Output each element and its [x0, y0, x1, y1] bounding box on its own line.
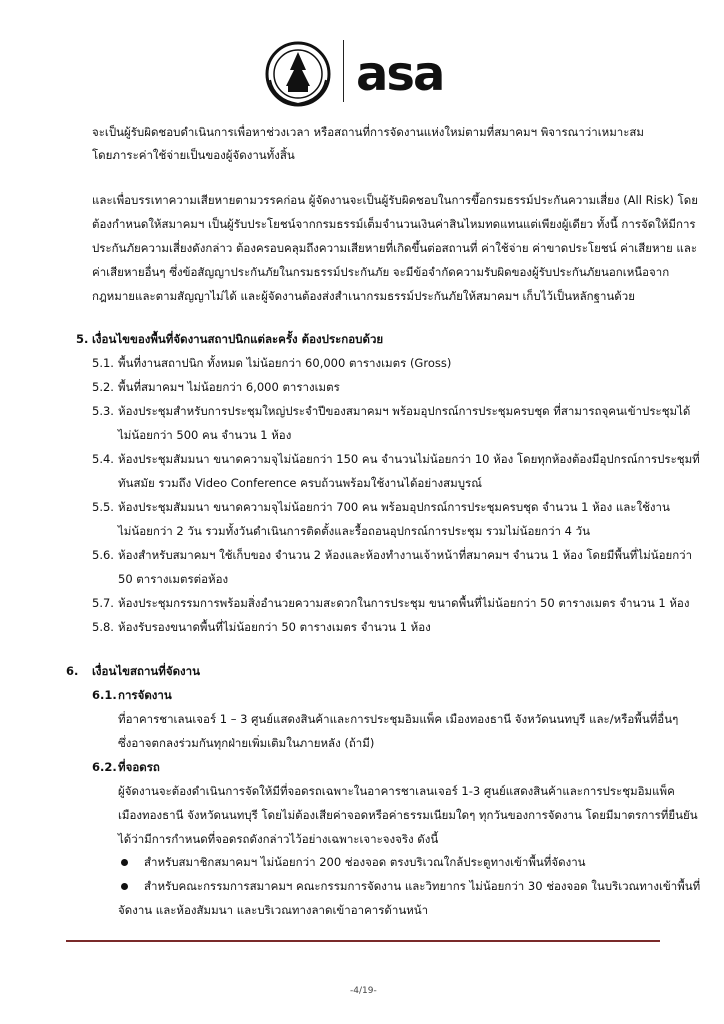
- para2-line-4: ค่าเสียหายอื่นๆ ซึ่งข้อสัญญาประกันภัยในกรมธรรม์ประกันภัย จะมีข้อจำกัดความรับผิดของผู้รับประกันภัยนอกเหนือจาก: [92, 265, 670, 279]
- item-5-3-num: 5.3.: [92, 404, 114, 418]
- header-logos: [258, 40, 478, 110]
- section5-number: 5.: [76, 332, 89, 346]
- sub-6-2-line-1: ผู้จัดงานจะต้องดำเนินการจัดให้มีที่จอดรถเฉพาะในอาคารชาเลนเจอร์ 1-3 ศูนย์แสดงสินค้าและการประชุมอิมแพ็ค: [118, 784, 675, 798]
- para2-line-1: และเพื่อบรรเทาความเสียหายตามวรรคก่อน ผู้จัดงานจะเป็นผู้รับผิดชอบในการขึ้อกรมธรรม์ประกันความเสี่ยง (All Risk) โดย: [92, 193, 698, 207]
- item-5-5-text-2: ไม่น้อยกว่า 2 วัน รวมทั้งวันดำเนินการติดตั้งและรื้อถอนอุปกรณ์การประชุม รวมไม่น้อยกว่า 4 วัน: [118, 524, 590, 538]
- sub-6-1-num: 6.1.: [92, 688, 117, 702]
- item-5-6-text-1: ห้องสำหรับสมาคมฯ ใช้เก็บของ จำนวน 2 ห้องและห้องทำงานเจ้าหน้าที่สมาคมฯ จำนวน 1 ห้อง โดยมีพื้นที่ไม่น้อยกว่า: [118, 548, 693, 562]
- sub-6-1-line-1: ที่อาคารชาเลนเจอร์ 1 – 3 ศูนย์แสดงสินค้าและการประชุมอิมแพ็ค เมืองทองธานี จังหวัดนนทบุรี และ/หรือพื้นที่อื่นๆ: [118, 712, 679, 726]
- item-5-5-num: 5.5.: [92, 500, 114, 514]
- item-5-7-num: 5.7.: [92, 596, 114, 610]
- bullet-1-text: สำหรับสมาชิกสมาคมฯ ไม่น้อยกว่า 200 ช่องจอด ตรงบริเวณใกล้ประตูทางเข้าพื้นที่จัดงาน: [144, 855, 586, 869]
- item-5-6-text-2: 50 ตารางเมตรต่อห้อง: [118, 572, 229, 586]
- sub-6-1-line-2: ซึ่งอาจตกลงร่วมกันทุกฝ่ายเพิ่มเติมในภายหลัง (ถ้ามี): [118, 736, 375, 750]
- item-5-7-text: ห้องประชุมกรรมการพร้อมสิ่งอำนวยความสะดวกในการประชุม ขนาดพื้นที่ไม่น้อยกว่า 50 ตารางเมตร จำนวน 1 ห้อง: [118, 596, 690, 610]
- sub-6-2-title: ที่จอดรถ: [118, 760, 160, 774]
- item-5-2-text: พื้นที่สมาคมฯ ไม่น้อยกว่า 6,000 ตารางเมตร: [118, 380, 340, 394]
- item-5-3-text-1: ห้องประชุมสำหรับการประชุมใหญ่ประจำปีของสมาคมฯ พร้อมอุปกรณ์การประชุมครบชุด ที่สามารถจุคนเข้าประชุมได้: [118, 404, 691, 418]
- asa-wordmark-logo: [356, 48, 466, 98]
- item-5-5-text-1: ห้องประชุมสัมมนา ขนาดความจุไม่น้อยกว่า 700 คน พร้อมอุปกรณ์การประชุมครบชุด จำนวน 1 ห้อง และใช้งาน: [118, 500, 670, 514]
- sub-6-2-line-2: เมืองทองธานี จังหวัดนนทบุรี โดยไม่ต้องเสียค่าจอดหรือค่าธรรมเนียมใดๆ ทุกวันของการจัดงาน โดยมีมาตรการที่ยืนยัน: [118, 808, 698, 822]
- para2-line-2: ต้องกำหนดให้สมาคมฯ เป็นผู้รับประโยชน์จากกรมธรรม์เต็มจำนวนเงินค่าสินไหมทดแทนแต่เพียงผู้เดียว ทั้งนี้ การจัดให้มีการ: [92, 217, 696, 231]
- section6-title: เงื่อนไขสถานที่จัดงาน: [92, 664, 200, 678]
- logo-divider: [343, 40, 344, 102]
- para2-line-3: ประกันภัยความเสี่ยงดังกล่าว ต้องครอบคลุมถึงความเสียหายที่เกิดขึ้นต่อสถานที่ ค่าใช้จ่าย ค่าขาดประโยชน์ ค่าเสียหาย และ: [92, 241, 698, 255]
- intro-line-2: โดยภาระค่าใช้จ่ายเป็นของผู้จัดงานทั้งสิ้น: [92, 148, 295, 162]
- page-number: -4/19-: [350, 986, 377, 996]
- section5-title: เงื่อนไขของพื้นที่จัดงานสถาปนิกแต่ละครั้ง ต้องประกอบด้วย: [92, 332, 384, 346]
- bullet-2-text-1: สำหรับคณะกรรมการสมาคมฯ คณะกรรมการจัดงาน และวิทยากร ไม่น้อยกว่า 30 ช่องจอด ในบริเวณทางเข้าพื้นที่: [144, 879, 701, 893]
- item-5-2-num: 5.2.: [92, 380, 114, 394]
- asa-seal-icon: [258, 40, 338, 108]
- item-5-4-text-1: ห้องประชุมสัมมนา ขนาดความจุไม่น้อยกว่า 150 คน จำนวนไม่น้อยกว่า 10 ห้อง โดยทุกห้องต้องมีอุปกรณ์การประชุมที่: [118, 452, 700, 466]
- item-5-6-num: 5.6.: [92, 548, 114, 562]
- item-5-3-text-2: ไม่น้อยกว่า 500 คน จำนวน 1 ห้อง: [118, 428, 292, 442]
- bullet-icon: [121, 883, 128, 890]
- sub-6-1-title: การจัดงาน: [118, 688, 172, 702]
- para2-line-5: กฎหมายและตามสัญญาไม่ได้ และผู้จัดงานต้องส่งสำเนากรมธรรม์ประกันภัยให้สมาคมฯ เก็บไว้เป็นหลักฐานด้วย: [92, 289, 635, 303]
- svg-text:asa: asa: [356, 48, 444, 98]
- sub-6-2-line-3: ได้ว่ามีการกำหนดที่จอดรถดังกล่าวไว้อย่างเฉพาะเจาะจงจริง ดังนี้: [118, 832, 439, 846]
- intro-line-1: จะเป็นผู้รับผิดชอบดำเนินการเพื่อหาช่วงเวลา หรือสถานที่การจัดงานแห่งใหม่ตามที่สมาคมฯ พิจารณาว่าเหมาะสม: [92, 125, 645, 139]
- item-5-1-text: พื้นที่งานสถาปนิก ทั้งหมด ไม่น้อยกว่า 60,000 ตารางเมตร (Gross): [118, 356, 452, 370]
- bullet-2-text-2: จัดงาน และห้องสัมมนา และบริเวณทางลาดเข้าอาคารด้านหน้า: [118, 903, 429, 917]
- item-5-4-num: 5.4.: [92, 452, 114, 466]
- bullet-icon: [121, 859, 128, 866]
- footer-rule: [66, 940, 660, 942]
- item-5-1-num: 5.1.: [92, 356, 114, 370]
- section6-number: 6.: [66, 664, 79, 678]
- item-5-4-text-2: ทันสมัย รวมถึง Video Conference ครบถ้วนพร้อมใช้งานได้อย่างสมบูรณ์: [118, 476, 482, 490]
- sub-6-2-num: 6.2.: [92, 760, 117, 774]
- item-5-8-num: 5.8.: [92, 620, 114, 634]
- item-5-8-text: ห้องรับรองขนาดพื้นที่ไม่น้อยกว่า 50 ตารางเมตร จำนวน 1 ห้อง: [118, 620, 431, 634]
